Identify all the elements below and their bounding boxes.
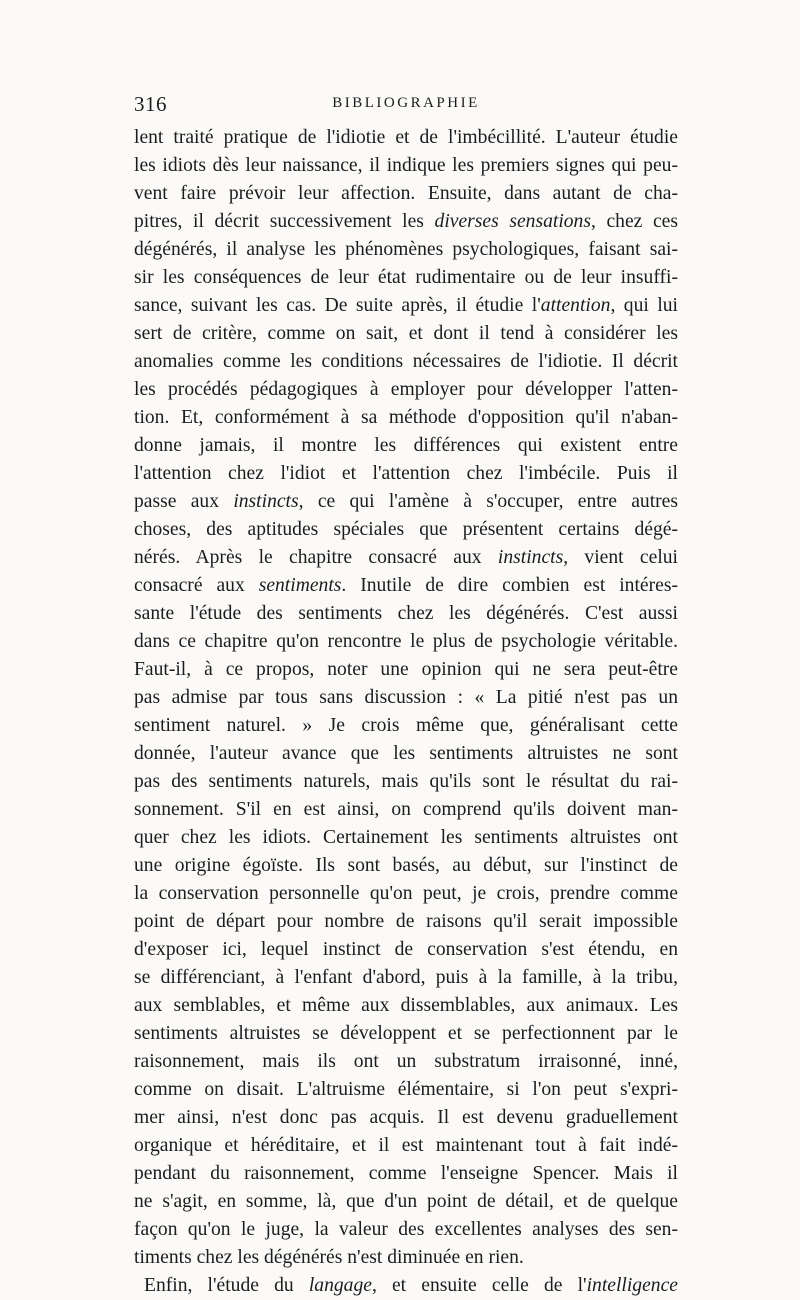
text-line: l'attention chez l'idiot et l'attention chez l'imbécile. Puis il xyxy=(134,463,678,484)
text-line: anomalies comme les conditions nécessaires de l'idiotie. Il décrit xyxy=(134,351,678,372)
text-line: une origine égoïste. Ils sont basés, au début, sur l'instinct de xyxy=(134,855,678,876)
text-line: d'exposer ici, lequel instinct de conservation s'est étendu, en xyxy=(134,939,678,960)
text-line: raisonnement, mais ils ont un substratum irraisonné, inné, xyxy=(134,1051,678,1072)
text-line: sante l'étude des sentiments chez les dégénérés. C'est aussi xyxy=(134,603,678,624)
text-line: quer chez les idiots. Certainement les sentiments altruistes ont xyxy=(134,827,678,848)
text-line: point de départ pour nombre de raisons qu'il serait impossible xyxy=(134,911,678,932)
text-line: vent faire prévoir leur affection. Ensuite, dans autant de cha- xyxy=(134,183,678,204)
text-line: sert de critère, comme on sait, et dont il tend à considérer les xyxy=(134,323,678,344)
text-line: se différenciant, à l'enfant d'abord, puis à la famille, à la tribu, xyxy=(134,967,678,988)
section-title: BIBLIOGRAPHIE xyxy=(332,95,480,111)
text-line: nérés. Après le chapitre consacré aux instincts, vient celui xyxy=(134,547,678,568)
text-line: sentiment naturel. » Je crois même que, généralisant cette xyxy=(134,715,678,736)
text-line: passe aux instincts, ce qui l'amène à s'occuper, entre autres xyxy=(134,491,678,512)
text-line: ne s'agit, en somme, là, que d'un point de détail, et de quelque xyxy=(134,1191,678,1212)
text-line: pas des sentiments naturels, mais qu'ils sont le résultat du rai- xyxy=(134,771,678,792)
text-line: comme on disait. L'altruisme élémentaire, si l'on peut s'expri- xyxy=(134,1079,678,1100)
page-number: 316 xyxy=(134,92,167,116)
text-line: dans ce chapitre qu'on rencontre le plus de psychologie véritable. xyxy=(134,631,678,652)
text-line: mer ainsi, n'est donc pas acquis. Il est devenu graduellement xyxy=(134,1107,678,1128)
text-line: les idiots dès leur naissance, il indique les premiers signes qui peu- xyxy=(134,155,678,176)
text-line: les procédés pédagogiques à employer pour développer l'atten- xyxy=(134,379,678,400)
text-line: Faut-il, à ce propos, noter une opinion qui ne sera peut-être xyxy=(134,659,678,680)
body-text xyxy=(134,124,678,1300)
text-line: donne jamais, il montre les différences qui existent entre xyxy=(134,435,678,456)
text-line: choses, des aptitudes spéciales que présentent certains dégé- xyxy=(134,519,678,540)
text-line: timents chez les dégénérés n'est diminuée en rien. xyxy=(134,1247,524,1268)
text-line: organique et héréditaire, et il est maintenant tout à fait indé- xyxy=(134,1135,678,1156)
text-line: sentiments altruistes se développent et se perfectionnent par le xyxy=(134,1023,678,1044)
text-line: sir les conséquences de leur état rudimentaire ou de leur insuffi- xyxy=(134,267,678,288)
text-line: donnée, l'auteur avance que les sentiments altruistes ne sont xyxy=(134,743,678,764)
text-line: aux semblables, et même aux dissemblables, aux animaux. Les xyxy=(134,995,678,1016)
text-line: lent traité pratique de l'idiotie et de l'imbécillité. L'auteur étudie xyxy=(134,127,678,148)
text-line: pitres, il décrit successivement les diverses sensations, chez ces xyxy=(134,211,678,232)
text-line: pas admise par tous sans discussion : « La pitié n'est pas un xyxy=(134,687,678,708)
text-line: sance, suivant les cas. De suite après, il étudie l'attention, qui lui xyxy=(134,295,678,316)
running-head xyxy=(134,86,678,120)
text-line: dégénérés, il analyse les phénomènes psychologiques, faisant sai- xyxy=(134,239,678,260)
text-line: Enfin, l'étude du langage, et ensuite celle de l'intelligence xyxy=(144,1275,678,1296)
text-line: consacré aux sentiments. Inutile de dire combien est intéres- xyxy=(134,575,678,596)
text-line: sonnement. S'il en est ainsi, on comprend qu'ils doivent man- xyxy=(134,799,678,820)
text-line: façon qu'on le juge, la valeur des excellentes analyses des sen- xyxy=(134,1219,678,1240)
text-line: pendant du raisonnement, comme l'enseigne Spencer. Mais il xyxy=(134,1163,678,1184)
text-line: la conservation personnelle qu'on peut, je crois, prendre comme xyxy=(134,883,678,904)
text-line: tion. Et, conformément à sa méthode d'opposition qu'il n'aban- xyxy=(134,407,678,428)
